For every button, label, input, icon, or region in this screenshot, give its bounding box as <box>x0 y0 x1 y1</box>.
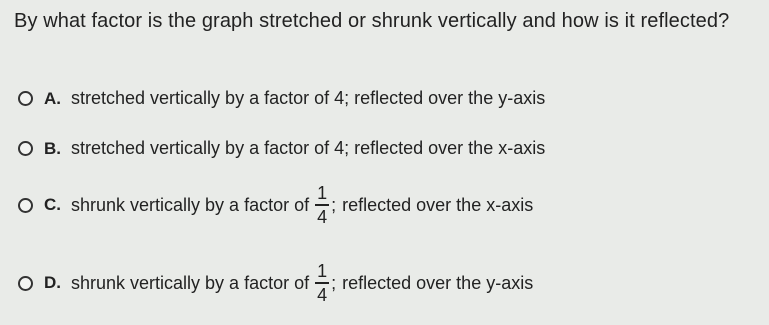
option-letter-d: D. <box>44 273 61 292</box>
fraction-d-numerator: 1 <box>317 261 328 281</box>
radio-button-a[interactable] <box>18 91 33 106</box>
option-d[interactable] <box>18 262 533 304</box>
radio-button-b[interactable] <box>18 141 33 156</box>
option-letter-a: A. <box>44 88 61 108</box>
fraction-d-denominator: 4 <box>317 285 328 305</box>
option-d-semicolon: ; <box>331 272 337 293</box>
option-text-d-after: reflected over the y-axis <box>342 272 534 293</box>
option-text-c-after: reflected over the x-axis <box>342 194 534 215</box>
option-text-c-before: shrunk vertically by a factor of <box>71 194 310 215</box>
option-text-d-before: shrunk vertically by a factor of <box>71 272 310 293</box>
radio-button-d[interactable] <box>18 276 33 291</box>
option-a[interactable] <box>18 88 545 109</box>
option-c[interactable] <box>18 184 533 226</box>
option-letter-b: B. <box>44 138 61 158</box>
fraction-c-denominator: 4 <box>317 207 328 227</box>
fraction-d <box>315 262 329 304</box>
option-c-semicolon: ; <box>331 194 337 215</box>
fraction-c-numerator: 1 <box>317 183 328 203</box>
option-text-a: stretched vertically by a factor of 4; reflected over the y-axis <box>71 88 546 108</box>
fraction-c <box>315 184 329 226</box>
option-letter-c: C. <box>44 195 61 214</box>
option-b[interactable] <box>18 138 545 159</box>
question-text: By what factor is the graph stretched or shrunk vertically and how is it reflected? <box>14 10 730 32</box>
option-text-b: stretched vertically by a factor of 4; reflected over the x-axis <box>71 138 546 158</box>
radio-button-c[interactable] <box>18 198 33 213</box>
